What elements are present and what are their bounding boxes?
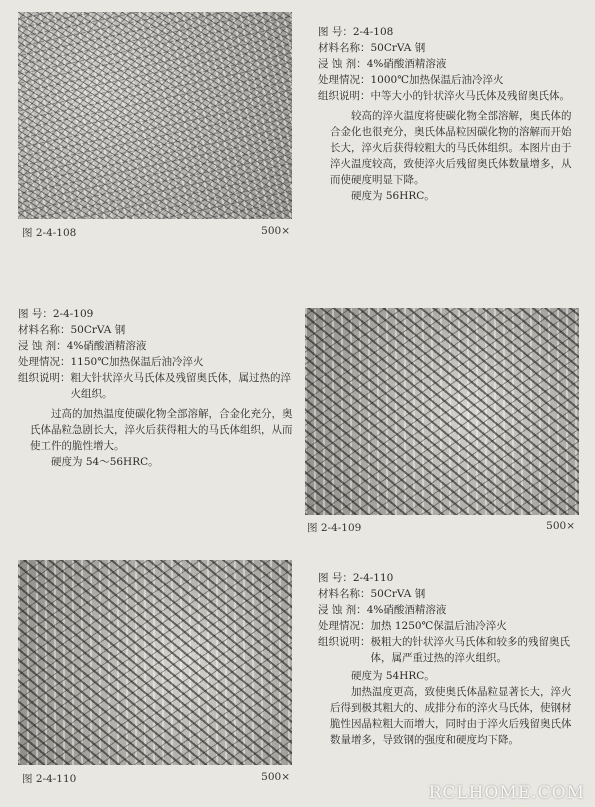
fig-no: 2-4-108 xyxy=(352,26,394,38)
micrograph-2-4-108 xyxy=(18,12,292,219)
material: 50CrVA 钢 xyxy=(70,324,126,336)
etchant: 4%硝酸酒精溶液 xyxy=(366,58,447,70)
material: 50CrVA 钢 xyxy=(370,42,426,54)
fig-no-label: 图 号： xyxy=(318,26,353,38)
treatment: 加热 1250℃保温后油冷淬火 xyxy=(370,620,507,632)
material-label: 材料名称： xyxy=(18,324,71,336)
paragraph: 加热温度更高，致使奥氏体晶粒显著长大，淬火后得到极其粗大的、成排分布的淬火马氏体，使钢材脆性因晶粒粗大而增大，同时由于淬火后残留奥氏体数量增多，导致钢的强度和硬度均下降。 xyxy=(330,686,572,746)
structure-label: 组织说明： xyxy=(318,636,371,648)
structure-label: 组织说明： xyxy=(18,372,71,384)
material-label: 材料名称： xyxy=(318,588,371,600)
micrograph-2-4-110 xyxy=(18,560,292,765)
treatment-label: 处理情况： xyxy=(318,74,371,86)
description-109 xyxy=(18,306,300,470)
description-110 xyxy=(318,570,580,748)
caption-label: 图 2-4-108 xyxy=(22,227,77,239)
caption-label: 图 2-4-109 xyxy=(307,522,362,534)
paragraph: 过高的加热温度使碳化物全部溶解，合金化充分，奥氏体晶粒急剧长大，淬火后获得粗大的马氏体组织，从而使工件的脆性增大。 xyxy=(30,408,293,452)
structure-label: 组织说明： xyxy=(318,90,371,102)
hardness: 硬度为 54～56HRC。 xyxy=(51,456,159,468)
caption-label: 图 2-4-110 xyxy=(22,773,77,785)
figure-caption-110 xyxy=(22,771,290,786)
etchant-label: 浸 蚀 剂： xyxy=(318,604,367,616)
magnification: 500× xyxy=(546,520,575,532)
treatment: 1000℃加热保温后油冷淬火 xyxy=(370,74,504,86)
paragraph: 较高的淬火温度将使碳化物全部溶解，奥氏体的合金化也很充分，奥氏体晶粒因碳化物的溶解而开始长大，淬火后获得较粗大的马氏体组织。本图片由于淬火温度较高，致使淬火后残留奥氏体数量增多，从而使硬度明显下降。 xyxy=(330,110,572,186)
fig-no-label: 图 号： xyxy=(318,572,353,584)
hardness: 硬度为 56HRC。 xyxy=(351,190,435,202)
etchant: 4%硝酸酒精溶液 xyxy=(66,340,147,352)
etchant: 4%硝酸酒精溶液 xyxy=(366,604,447,616)
description-108 xyxy=(318,24,580,204)
hardness: 硬度为 54HRC。 xyxy=(351,670,435,682)
fig-no-label: 图 号： xyxy=(18,308,53,320)
etchant-label: 浸 蚀 剂： xyxy=(18,340,67,352)
material-label: 材料名称： xyxy=(318,42,371,54)
treatment: 1150℃加热保温后油冷淬火 xyxy=(70,356,204,368)
structure: 中等大小的针状淬火马氏体及残留奥氏体。 xyxy=(370,90,570,102)
structure: 粗大针状淬火马氏体及残留奥氏体，属过热的淬火组织。 xyxy=(70,372,291,400)
watermark: RCLHOME.COM xyxy=(428,783,585,803)
magnification: 500× xyxy=(261,225,290,237)
magnification: 500× xyxy=(261,771,290,783)
micrograph-2-4-109 xyxy=(305,308,579,515)
treatment-label: 处理情况： xyxy=(318,620,371,632)
fig-no: 2-4-109 xyxy=(52,308,94,320)
figure-caption-109 xyxy=(307,520,575,535)
figure-caption-108 xyxy=(22,225,290,240)
etchant-label: 浸 蚀 剂： xyxy=(318,58,367,70)
fig-no: 2-4-110 xyxy=(352,572,394,584)
structure: 极粗大的针状淬火马氏体和较多的残留奥氏体，属严重过热的淬火组织。 xyxy=(370,636,570,664)
treatment-label: 处理情况： xyxy=(18,356,71,368)
material: 50CrVA 钢 xyxy=(370,588,426,600)
